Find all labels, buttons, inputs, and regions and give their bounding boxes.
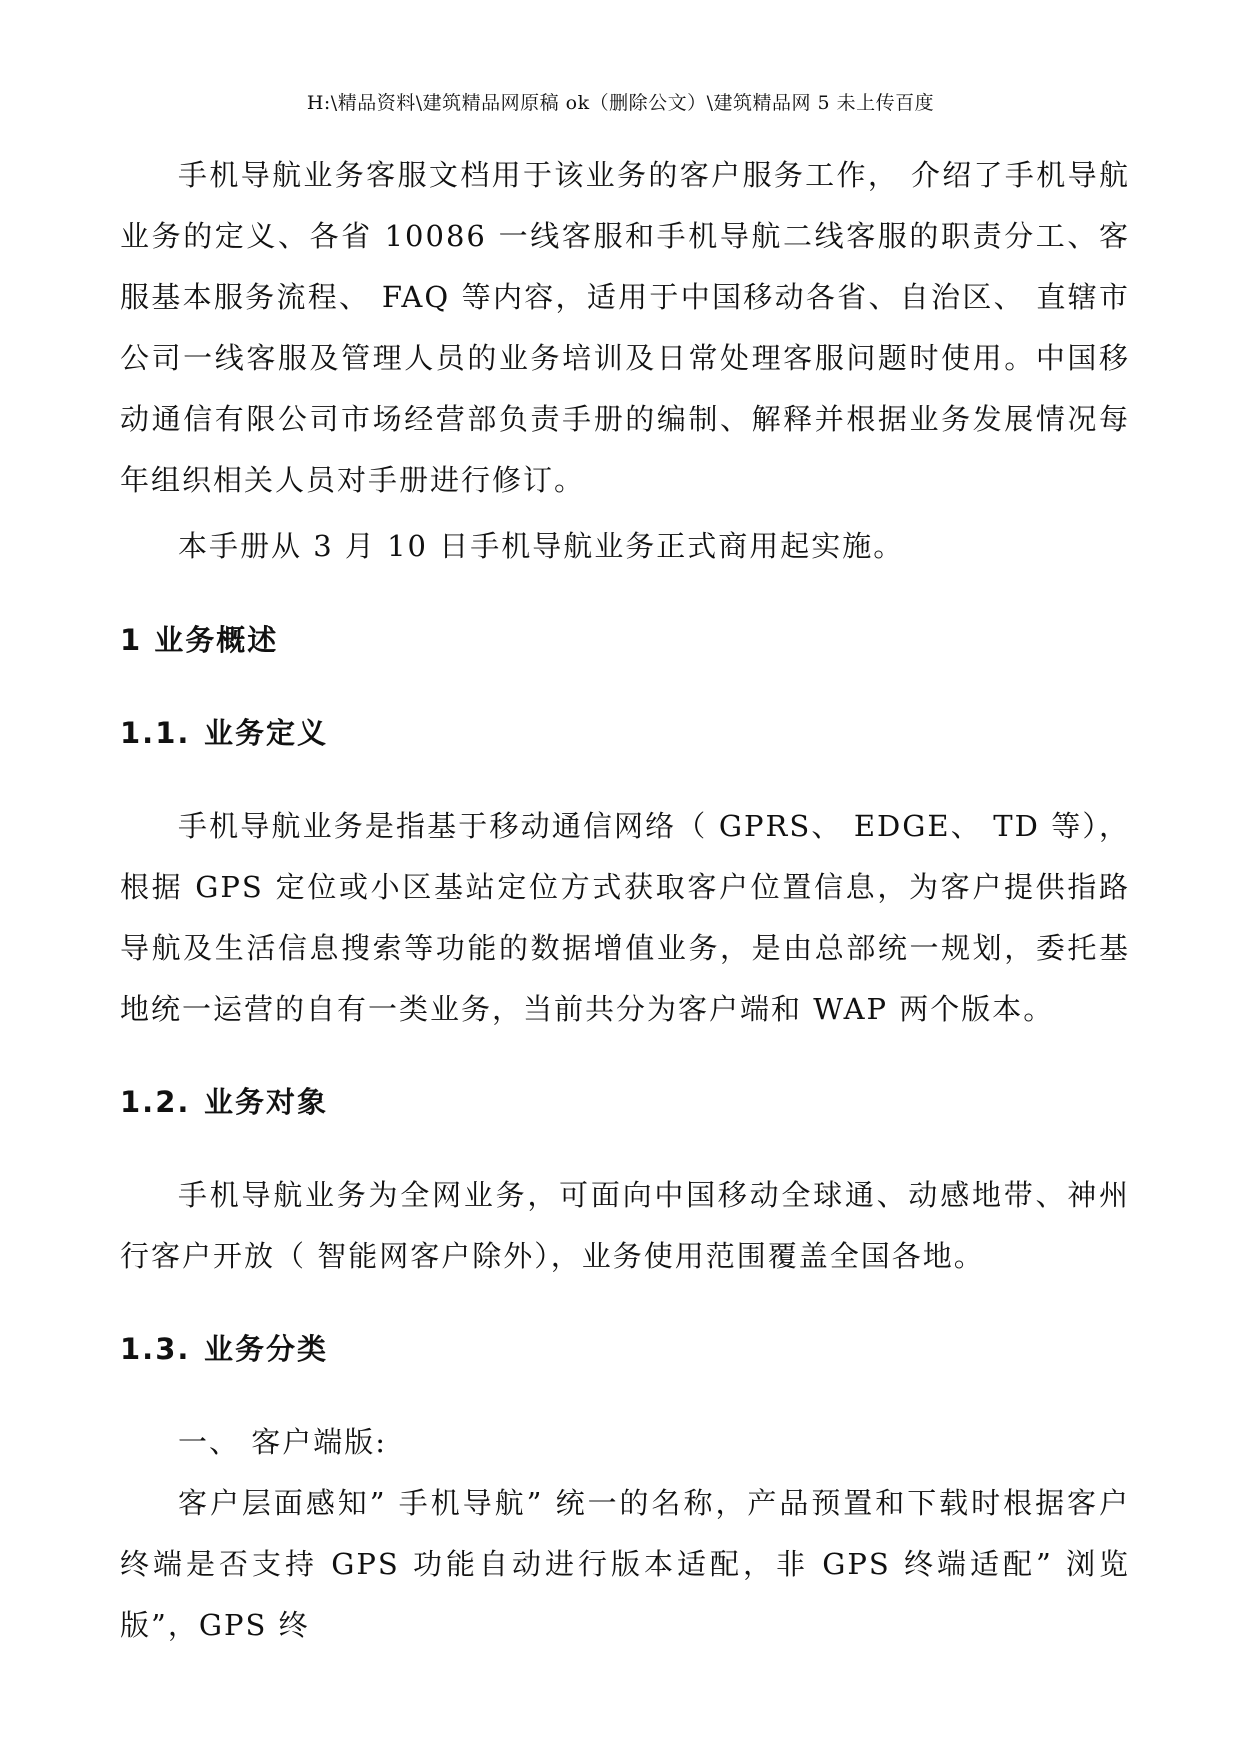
section-1-3-heading <box>120 1319 1130 1380</box>
document-body <box>120 145 1130 1656</box>
client-version-item: 一、 客户端版: <box>178 1425 387 1459</box>
effective-date-paragraph: 本手册从 3 月 10 日手机导航业务正式商用起实施。 <box>178 529 905 563</box>
section-title: 业务分类 <box>204 1332 329 1366</box>
service-target-paragraph: 手机导航业务为全网业务，可面向中国移动全球通、动感地带、神州行客户开放（ 智能网客户除外），业务使用范围覆盖全国各地。 <box>120 1178 1130 1273</box>
file-path-header: H:\精品资料\建筑精品网原稿 ok（删除公文）\建筑精品网 5 未上传百度 <box>306 92 935 114</box>
section-1-1-heading <box>120 703 1130 764</box>
section-number: 1.2. <box>120 1085 191 1119</box>
client-version-paragraph: 客户层面感知” 手机导航” 统一的名称，产品预置和下载时根据客户终端是否支持 GPS 功能自动进行版本适配，非 GPS 终端适配” 浏览版”，GPS 终 <box>120 1486 1130 1642</box>
intro-paragraph: 手机导航业务客服文档用于该业务的客户服务工作， 介绍了手机导航业务的定义、各省 10086 一线客服和手机导航二线客服的职责分工、客服基本服务流程、 FAQ 等内容，适用于中国移动各省、自治区、 直辖市公司一线客服及管理人员的业务培训及日常处理客服问题时使用。中国移动通信有限公司市场经营部负责手册的编制、解释并根据业务发展情况每年组织相关人员对手册进行修订。 <box>120 158 1130 497</box>
section-title: 业务定义 <box>204 716 329 750</box>
service-definition-paragraph: 手机导航业务是指基于移动通信网络（ GPRS、 EDGE、 TD 等），根据 GPS 定位或小区基站定位方式获取客户位置信息，为客户提供指路导航及生活信息搜索等功能的数据增值业务，是由总部统一规划，委托基地统一运营的自有一类业务，当前共分为客户端和 WAP 两个版本。 <box>120 809 1130 1026</box>
section-1-heading: 1 业务概述 <box>120 623 279 657</box>
section-1-2-heading <box>120 1072 1130 1133</box>
section-number: 1.3. <box>120 1332 191 1366</box>
section-number: 1.1. <box>120 716 191 750</box>
section-title: 业务对象 <box>204 1085 329 1119</box>
